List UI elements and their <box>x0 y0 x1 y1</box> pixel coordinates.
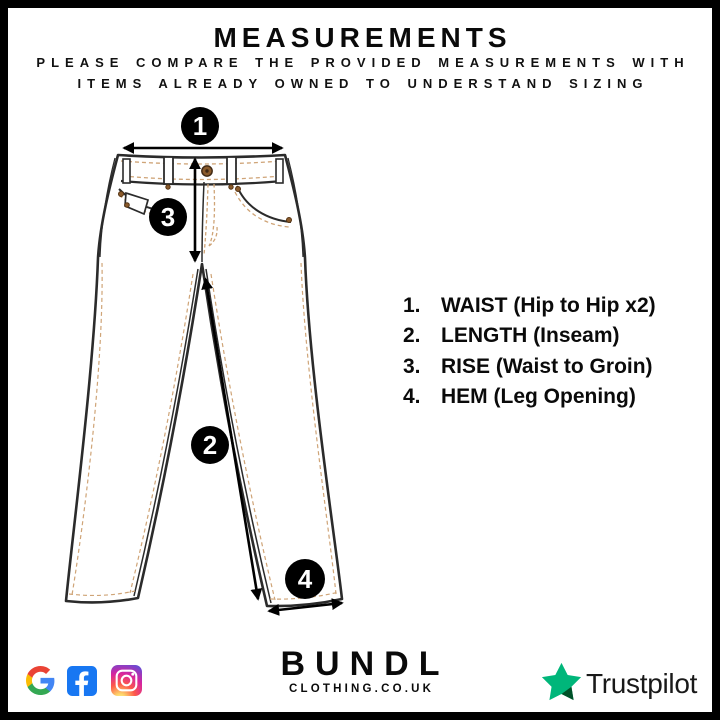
belt-loop <box>164 157 173 184</box>
legend-label: LENGTH (Inseam) <box>441 324 620 348</box>
subtitle-line-1: PLEASE COMPARE THE PROVIDED MEASUREMENTS WITH <box>36 55 690 70</box>
legend-number: 2. <box>403 324 421 348</box>
legend-number: 1. <box>403 294 421 317</box>
brand-name: BUNDL <box>280 645 450 683</box>
measurement-legend <box>403 291 656 413</box>
legend-label: HEM (Leg Opening) <box>441 385 636 409</box>
belt-loop <box>276 159 283 183</box>
belt-loop <box>123 159 130 183</box>
marker-2 <box>191 426 229 464</box>
marker-4 <box>285 559 325 599</box>
brand-domain: CLOTHING.CO.UK <box>289 683 435 695</box>
marker-4-number: 4 <box>297 564 313 594</box>
legend-number: 4. <box>403 385 421 409</box>
jeans-measurement-diagram <box>55 104 385 628</box>
jeans-illustration <box>66 155 342 606</box>
marker-3 <box>149 198 187 236</box>
jeans-button-center <box>205 169 208 172</box>
marker-2-number: 2 <box>202 430 218 460</box>
trustpilot-star-icon <box>540 662 583 705</box>
marker-1-number: 1 <box>192 111 208 141</box>
legend-number: 3. <box>403 354 421 378</box>
legend-item-waist <box>403 291 656 321</box>
marker-1 <box>181 107 219 145</box>
belt-loop <box>227 157 236 184</box>
trustpilot-label: Trustpilot <box>586 667 698 699</box>
legend-item-length <box>403 321 656 351</box>
legend-label: RISE (Waist to Groin) <box>441 354 653 378</box>
trustpilot-logo <box>540 662 697 705</box>
legend-label: WAIST (Hip to Hip x2) <box>441 294 656 317</box>
legend-item-hem <box>403 382 656 412</box>
legend-item-rise <box>403 352 656 382</box>
marker-3-number: 3 <box>160 202 176 232</box>
subtitle-line-2: ITEMS ALREADY OWNED TO UNDERSTAND SIZING <box>77 76 649 91</box>
page-title: MEASUREMENTS <box>213 22 512 53</box>
